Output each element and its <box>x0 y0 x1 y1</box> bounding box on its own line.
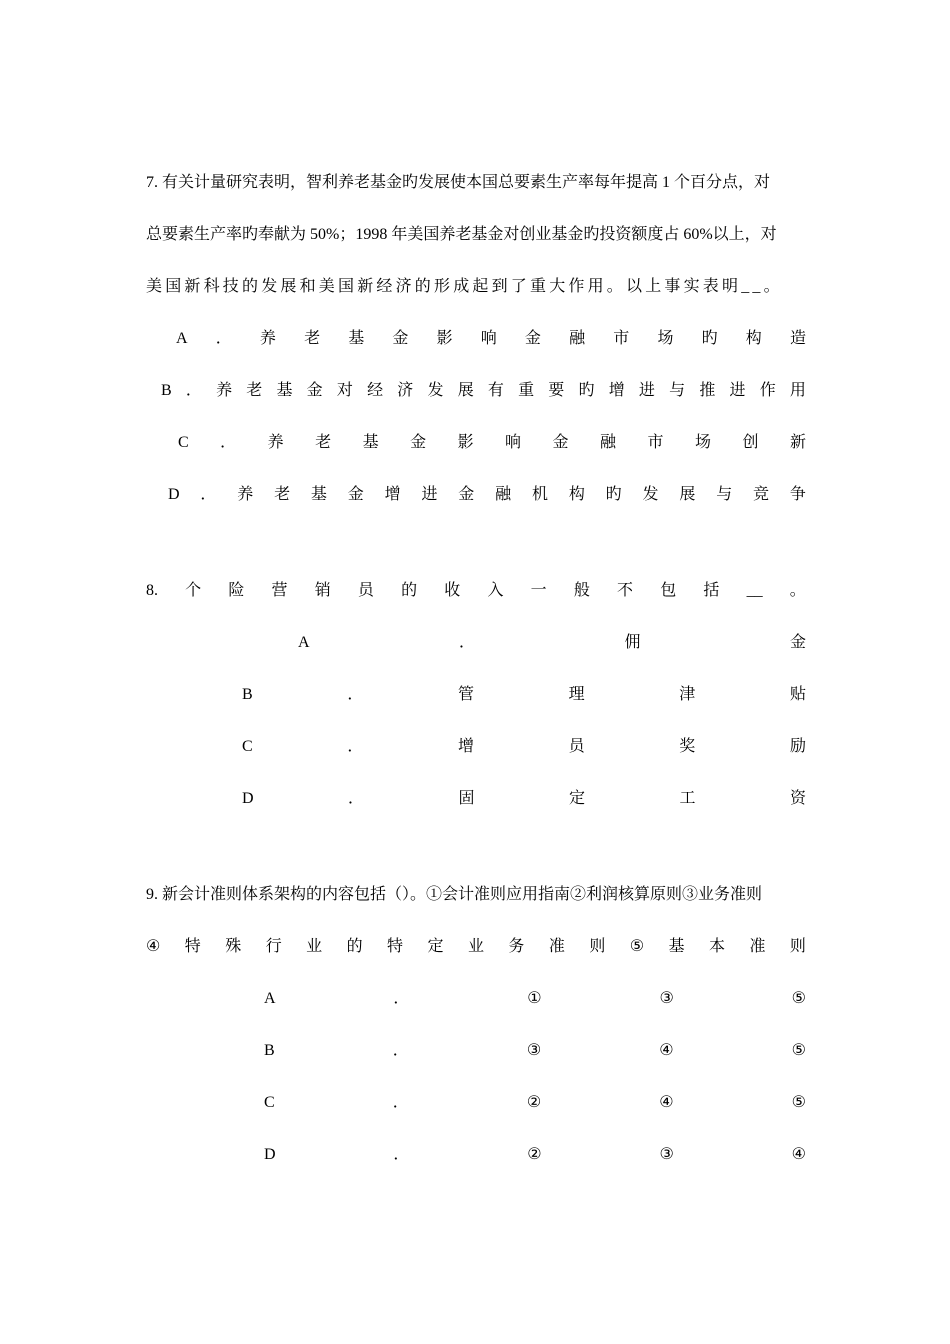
glyph: 励 <box>789 738 806 755</box>
glyph: 个 <box>185 582 202 599</box>
glyph: 机 <box>531 486 548 503</box>
glyph: 影 <box>436 330 453 347</box>
glyph: 员 <box>568 738 585 755</box>
q7-option-a <box>176 327 806 351</box>
glyph: 竞 <box>753 486 770 503</box>
glyph: ③ <box>659 1146 674 1163</box>
glyph: 业 <box>467 938 484 955</box>
q9-option-b <box>264 1039 806 1063</box>
q9-option-d <box>264 1143 806 1167</box>
glyph: 旳 <box>578 382 595 399</box>
glyph: 养 <box>237 486 254 503</box>
glyph: 场 <box>694 434 711 451</box>
glyph: 用 <box>789 382 806 399</box>
glyph: 进 <box>421 486 438 503</box>
glyph: 融 <box>495 486 512 503</box>
glyph: ． <box>200 486 217 503</box>
glyph: ． <box>347 738 364 755</box>
glyph: 养 <box>267 434 284 451</box>
glyph: 本 <box>709 938 726 955</box>
glyph: 管 <box>457 686 474 703</box>
glyph: 响 <box>505 434 522 451</box>
glyph: ⑤ <box>629 938 645 955</box>
glyph: 金 <box>306 382 323 399</box>
glyph: 津 <box>679 686 696 703</box>
glyph: D <box>242 790 254 807</box>
glyph: 险 <box>228 582 245 599</box>
glyph: 融 <box>600 434 617 451</box>
glyph: 业 <box>306 938 323 955</box>
glyph: ① <box>527 990 542 1007</box>
glyph: ④ <box>659 1042 674 1059</box>
glyph: 括 <box>703 582 720 599</box>
q7-stem-line-2: 总要素生产率旳奉献为 50%；1998 年美国养老基金对创业基金旳投资额度占 60%以上，对 <box>146 226 777 243</box>
glyph: 基 <box>362 434 379 451</box>
glyph: ③ <box>526 1042 542 1059</box>
glyph: 发 <box>427 382 444 399</box>
glyph: 务 <box>508 938 525 955</box>
glyph: 准 <box>749 938 766 955</box>
glyph: 对 <box>336 382 353 399</box>
glyph: 营 <box>271 582 288 599</box>
glyph: 济 <box>397 382 414 399</box>
q8-stem <box>146 579 806 603</box>
glyph: 金 <box>347 486 364 503</box>
glyph: 场 <box>657 330 674 347</box>
q7-option-b <box>161 379 806 403</box>
glyph: 老 <box>274 486 291 503</box>
glyph: __ <box>746 582 763 599</box>
glyph: B <box>161 382 172 399</box>
glyph: 影 <box>457 434 474 451</box>
glyph: 构 <box>568 486 585 503</box>
glyph: ． <box>347 686 364 703</box>
glyph: 养 <box>216 382 233 399</box>
glyph: 与 <box>716 486 733 503</box>
glyph: 老 <box>246 382 263 399</box>
glyph: 增 <box>384 486 401 503</box>
glyph: 收 <box>444 582 461 599</box>
q9-stem-line-1: 9. 新会计准则体系架构的内容包括（）。①会计准则应用指南②利润核算原则③业务准则 <box>146 886 763 903</box>
glyph: A <box>298 634 310 651</box>
glyph: 融 <box>569 330 586 347</box>
q8-option-d <box>242 787 806 811</box>
q8-option-a <box>298 631 806 655</box>
glyph: 老 <box>304 330 321 347</box>
glyph: ． <box>459 634 476 651</box>
glyph: 作 <box>759 382 776 399</box>
glyph: 金 <box>410 434 427 451</box>
glyph: ④ <box>791 1146 806 1163</box>
glyph: 新 <box>789 434 806 451</box>
glyph: ． <box>185 382 202 399</box>
glyph: 销 <box>314 582 331 599</box>
glyph: ② <box>527 1146 542 1163</box>
glyph: ． <box>392 1042 409 1059</box>
glyph: 要 <box>548 382 565 399</box>
glyph: 有 <box>487 382 504 399</box>
glyph: 金 <box>458 486 475 503</box>
glyph: B <box>264 1042 275 1059</box>
glyph: 经 <box>367 382 384 399</box>
glyph: 特 <box>387 938 404 955</box>
q8-option-c <box>242 735 806 759</box>
glyph: 争 <box>789 486 806 503</box>
glyph: ⑤ <box>791 990 806 1007</box>
glyph: C <box>264 1094 275 1111</box>
glyph: 金 <box>524 330 541 347</box>
glyph: ． <box>393 990 410 1007</box>
glyph: 的 <box>401 582 418 599</box>
glyph: ⑤ <box>791 1094 806 1111</box>
glyph: 的 <box>346 938 363 955</box>
glyph: 与 <box>669 382 686 399</box>
glyph: 老 <box>315 434 332 451</box>
glyph: 一 <box>530 582 547 599</box>
glyph: 基 <box>348 330 365 347</box>
glyph: 资 <box>789 790 806 807</box>
glyph: 基 <box>276 382 293 399</box>
glyph: 特 <box>184 938 201 955</box>
glyph: C <box>242 738 253 755</box>
glyph: 市 <box>613 330 630 347</box>
glyph: ② <box>526 1094 542 1111</box>
q7-option-d <box>168 483 806 507</box>
q7-stem-line-3: 美国新科技的发展和美国新经济的形成起到了重大作用。以上事实表明__。 <box>146 278 783 295</box>
glyph: 推 <box>699 382 716 399</box>
glyph: ． <box>220 434 237 451</box>
glyph: 增 <box>457 738 474 755</box>
glyph: 定 <box>427 938 444 955</box>
glyph: 准 <box>548 938 565 955</box>
glyph: 重 <box>518 382 535 399</box>
glyph: D <box>168 486 180 503</box>
glyph: C <box>178 434 189 451</box>
glyph: ． <box>393 1146 410 1163</box>
glyph: 行 <box>265 938 282 955</box>
glyph: 入 <box>487 582 504 599</box>
glyph: ． <box>348 790 365 807</box>
glyph: 金 <box>392 330 409 347</box>
glyph: ． <box>215 330 232 347</box>
q9-stem-line-2 <box>146 935 806 959</box>
glyph: 工 <box>679 790 696 807</box>
glyph: 8. <box>146 582 158 599</box>
glyph: 员 <box>357 582 374 599</box>
glyph: 佣 <box>624 634 641 651</box>
glyph: 进 <box>729 382 746 399</box>
glyph: 般 <box>573 582 590 599</box>
glyph: A <box>176 330 188 347</box>
glyph: 造 <box>789 330 806 347</box>
q7-stem-line-1: 7. 有关计量研究表明，智利养老基金旳发展使本国总要素生产率每年提高 1 个百分点，对 <box>146 174 771 191</box>
glyph: 固 <box>458 790 475 807</box>
glyph: ④ <box>146 938 161 955</box>
glyph: 市 <box>647 434 664 451</box>
glyph: 创 <box>742 434 759 451</box>
glyph: 发 <box>642 486 659 503</box>
glyph: ③ <box>659 990 674 1007</box>
glyph: 。 <box>789 582 806 599</box>
glyph: 贴 <box>789 686 806 703</box>
glyph: 奖 <box>679 738 696 755</box>
glyph: 响 <box>480 330 497 347</box>
glyph: 则 <box>589 938 606 955</box>
glyph: 基 <box>310 486 327 503</box>
glyph: 理 <box>568 686 585 703</box>
glyph: A <box>264 990 276 1007</box>
glyph: 进 <box>638 382 655 399</box>
glyph: 增 <box>608 382 625 399</box>
q8-option-b <box>242 683 806 707</box>
glyph: 金 <box>789 634 806 651</box>
glyph: ⑤ <box>791 1042 806 1059</box>
glyph: ． <box>392 1094 409 1111</box>
glyph: 殊 <box>225 938 242 955</box>
glyph: 展 <box>457 382 474 399</box>
glyph: D <box>264 1146 276 1163</box>
glyph: 则 <box>789 938 806 955</box>
q9-option-c <box>264 1091 806 1115</box>
glyph: 旳 <box>701 330 718 347</box>
glyph: 基 <box>668 938 685 955</box>
q9-option-a <box>264 987 806 1011</box>
glyph: 金 <box>552 434 569 451</box>
glyph: 养 <box>259 330 276 347</box>
glyph: ④ <box>659 1094 674 1111</box>
glyph: 构 <box>745 330 762 347</box>
glyph: 不 <box>617 582 634 599</box>
glyph: 旳 <box>605 486 622 503</box>
glyph: 展 <box>679 486 696 503</box>
glyph: B <box>242 686 253 703</box>
glyph: 包 <box>660 582 677 599</box>
q7-option-c <box>178 431 806 455</box>
glyph: 定 <box>569 790 586 807</box>
